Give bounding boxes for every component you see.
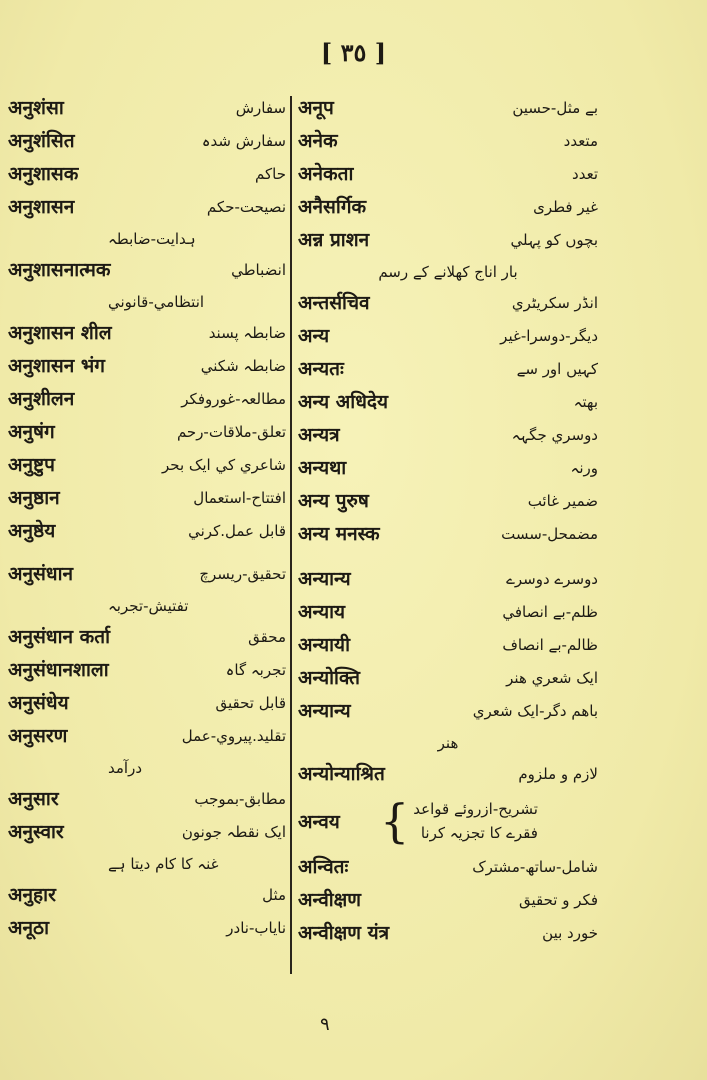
- meaning: غیر فطری: [533, 198, 598, 216]
- entry: [298, 287, 598, 320]
- headword: अन्यतः: [298, 358, 344, 380]
- headword: अन्य मनस्क: [298, 523, 380, 545]
- meaning: انضباطي: [231, 261, 286, 279]
- headword: अनूप: [298, 97, 334, 119]
- entry: [298, 695, 598, 728]
- meaning-continued: ہدایت-ضابطہ: [108, 230, 196, 248]
- headword: अनुशासन शील: [8, 322, 112, 344]
- entry: [298, 386, 598, 419]
- meaning-continued: انتظامي-قانوني: [108, 293, 205, 311]
- entry: [298, 629, 598, 662]
- left-column: [8, 92, 286, 945]
- meaning: نایاب-نادر: [226, 919, 286, 937]
- entry: [298, 320, 598, 353]
- headword: अन्योन्याश्रित: [298, 763, 385, 785]
- entry: [8, 621, 286, 654]
- headword: अनुशासन भंग: [8, 355, 105, 377]
- headword: अनुशासक: [8, 163, 79, 185]
- entry: [8, 783, 286, 816]
- meaning: شامل-ساتھ-مشترک: [472, 858, 598, 876]
- entry: [298, 662, 598, 695]
- entry: [298, 419, 598, 452]
- meaning: ورنہ: [570, 459, 598, 477]
- entry: [298, 596, 598, 629]
- meaning: ظالم-بے انصاف: [502, 636, 598, 654]
- headword: अन्य अधिदेय: [298, 391, 388, 413]
- meaning: ضابطہ شکني: [200, 357, 286, 375]
- entry: [8, 92, 286, 125]
- meaning: دوسري جگہہ: [511, 426, 598, 444]
- meaning-line: فقرے کا تجزیہ کرنا: [420, 824, 538, 842]
- meaning: تجربہ گاہ: [225, 661, 286, 679]
- meaning: حاکم: [255, 165, 286, 183]
- entry: [8, 125, 286, 158]
- headword: अन्वीक्षण: [298, 889, 362, 911]
- meaning: انڈر سکریٹري: [511, 294, 598, 312]
- meaning: تعلق-ملاقات-رحم: [176, 423, 286, 441]
- entry: [298, 884, 598, 917]
- entry: [8, 350, 286, 383]
- headword: अन्वितः: [298, 856, 349, 878]
- entry: [8, 912, 286, 945]
- headword: अनुसंधान कर्ता: [8, 626, 111, 648]
- right-column: [298, 92, 598, 950]
- headword: अनुसार: [8, 788, 59, 810]
- meaning: بچوں کو پہلي: [510, 231, 598, 249]
- headword: अनुहार: [8, 884, 56, 906]
- headword: अन्य पुरुष: [298, 490, 369, 512]
- entry: [298, 353, 598, 386]
- meaning: باهم دگر-ایک شعري: [472, 702, 598, 720]
- meaning: کہیں اور سے: [516, 360, 598, 378]
- meaning: فکر و تحقیق: [519, 891, 598, 909]
- headword: अनुष्ठान: [8, 487, 60, 509]
- headword: अनुसंधान: [8, 563, 74, 585]
- meaning: شاعري کي ایک بحر: [162, 456, 286, 474]
- headword: अनुशंसित: [8, 130, 75, 152]
- meaning: سفارش شدہ: [201, 132, 286, 150]
- meaning: افتتاح-استعمال: [193, 489, 286, 507]
- meaning-continued: تفتیش-تجربہ: [108, 597, 189, 615]
- headword: अनुसंधानशाला: [8, 659, 109, 681]
- meaning: مضمحل-سست: [501, 525, 598, 543]
- headword: अनैसर्गिक: [298, 196, 367, 218]
- entry: [8, 317, 286, 350]
- meaning: لازم و ملزوم: [518, 765, 598, 783]
- headword: अन्यायी: [298, 634, 351, 656]
- meaning: نصیحت-حکم: [206, 198, 286, 216]
- headword: अन्यान्य: [298, 700, 351, 722]
- meaning: ایک نقطہ جونون: [181, 823, 286, 841]
- headword: अनुशासन: [8, 196, 75, 218]
- headword: अन्न प्राशन: [298, 229, 370, 251]
- entry: [8, 449, 286, 482]
- entry: [298, 452, 598, 485]
- footer-mark: ۹: [320, 1014, 330, 1035]
- headword: अन्य: [298, 325, 330, 347]
- entry: [8, 687, 286, 720]
- entry: [8, 158, 286, 191]
- headword: अन्वय: [298, 811, 340, 833]
- headword: अनुस्वार: [8, 821, 64, 843]
- entry: [298, 485, 598, 518]
- entry: [298, 125, 598, 158]
- entry: [8, 482, 286, 515]
- headword: अन्तर्सचिव: [298, 292, 370, 314]
- headword: अनुशीलन: [8, 388, 75, 410]
- meaning: بے مثل-حسین: [512, 99, 598, 117]
- meaning-continued: هنر: [437, 734, 459, 752]
- entry: [298, 92, 598, 125]
- headword: अन्योक्ति: [298, 667, 360, 689]
- column-divider: [290, 96, 292, 974]
- entry: [298, 563, 598, 596]
- meaning: ضمیر غائب: [527, 492, 598, 510]
- headword: अनुशासनात्मक: [8, 259, 111, 281]
- entry: [8, 879, 286, 912]
- entry: [298, 191, 598, 224]
- entry: [8, 416, 286, 449]
- meaning: مطالعہ-غوروفکر: [181, 390, 286, 408]
- meaning: قابل عمل.کرني: [188, 522, 286, 540]
- meaning: ایک شعري هنر: [506, 669, 598, 687]
- entry: [298, 224, 598, 257]
- headword: अनुसंधेय: [8, 692, 69, 714]
- meaning-continued: بار اناج کھلانے کے رسم: [378, 263, 518, 281]
- headword: अनेक: [298, 130, 338, 152]
- entry: [298, 851, 598, 884]
- headword: अन्याय: [298, 601, 346, 623]
- entry: [8, 254, 286, 287]
- meaning-continued: درآمد: [108, 759, 142, 777]
- meaning: تعدد: [572, 165, 598, 183]
- meaning: تحقیق-ریسرچ: [199, 565, 286, 583]
- meaning: مثل: [262, 886, 286, 904]
- headword: अनुष्टुप: [8, 454, 55, 476]
- headword: अनुसरण: [8, 725, 68, 747]
- entry: [298, 758, 598, 791]
- entry: [8, 816, 286, 849]
- headword: अन्यथा: [298, 457, 347, 479]
- entry: [8, 515, 286, 548]
- headword: अन्यत्र: [298, 424, 340, 446]
- headword: अनुषंग: [8, 421, 55, 443]
- entry: [298, 158, 598, 191]
- entry: [8, 383, 286, 416]
- page-number: [ ٣٥ ]: [320, 38, 387, 67]
- meaning: قابل تحقیق: [215, 694, 286, 712]
- entry-braced: [298, 791, 598, 851]
- headword: अनुशंसा: [8, 97, 64, 119]
- brace-glyph: {: [380, 794, 410, 848]
- meaning-lines: [413, 797, 538, 845]
- meaning: دیگر-دوسرا-غیر: [500, 327, 598, 345]
- meaning: مطابق-بموجب: [194, 790, 286, 808]
- entry: [8, 191, 286, 224]
- meaning: بھتہ: [573, 393, 598, 411]
- meaning: ضابطہ پسند: [208, 324, 286, 342]
- meaning-line: تشریح-ازروئے قواعد: [413, 800, 538, 818]
- meaning: خورد بین: [542, 924, 598, 942]
- headword: अन्वीक्षण यंत्र: [298, 922, 390, 944]
- meaning: سفارش: [235, 99, 286, 117]
- meaning: ظلم-بے انصافي: [502, 603, 598, 621]
- entry: [8, 720, 286, 753]
- entry: [8, 558, 286, 591]
- meaning: محقق: [248, 628, 286, 646]
- meaning: دوسرے دوسرے: [506, 570, 598, 588]
- meaning: تقلید.پیروي-عمل: [181, 727, 286, 745]
- entry: [298, 518, 598, 551]
- headword: अनुष्ठेय: [8, 520, 56, 542]
- headword: अनूठा: [8, 917, 50, 939]
- entry: [8, 654, 286, 687]
- headword: अनेकता: [298, 163, 354, 185]
- meaning-continued: غنہ کا کام دیتا ہے: [108, 855, 219, 873]
- entry: [298, 917, 598, 950]
- headword: अन्यान्य: [298, 568, 351, 590]
- meaning: متعدد: [563, 132, 598, 150]
